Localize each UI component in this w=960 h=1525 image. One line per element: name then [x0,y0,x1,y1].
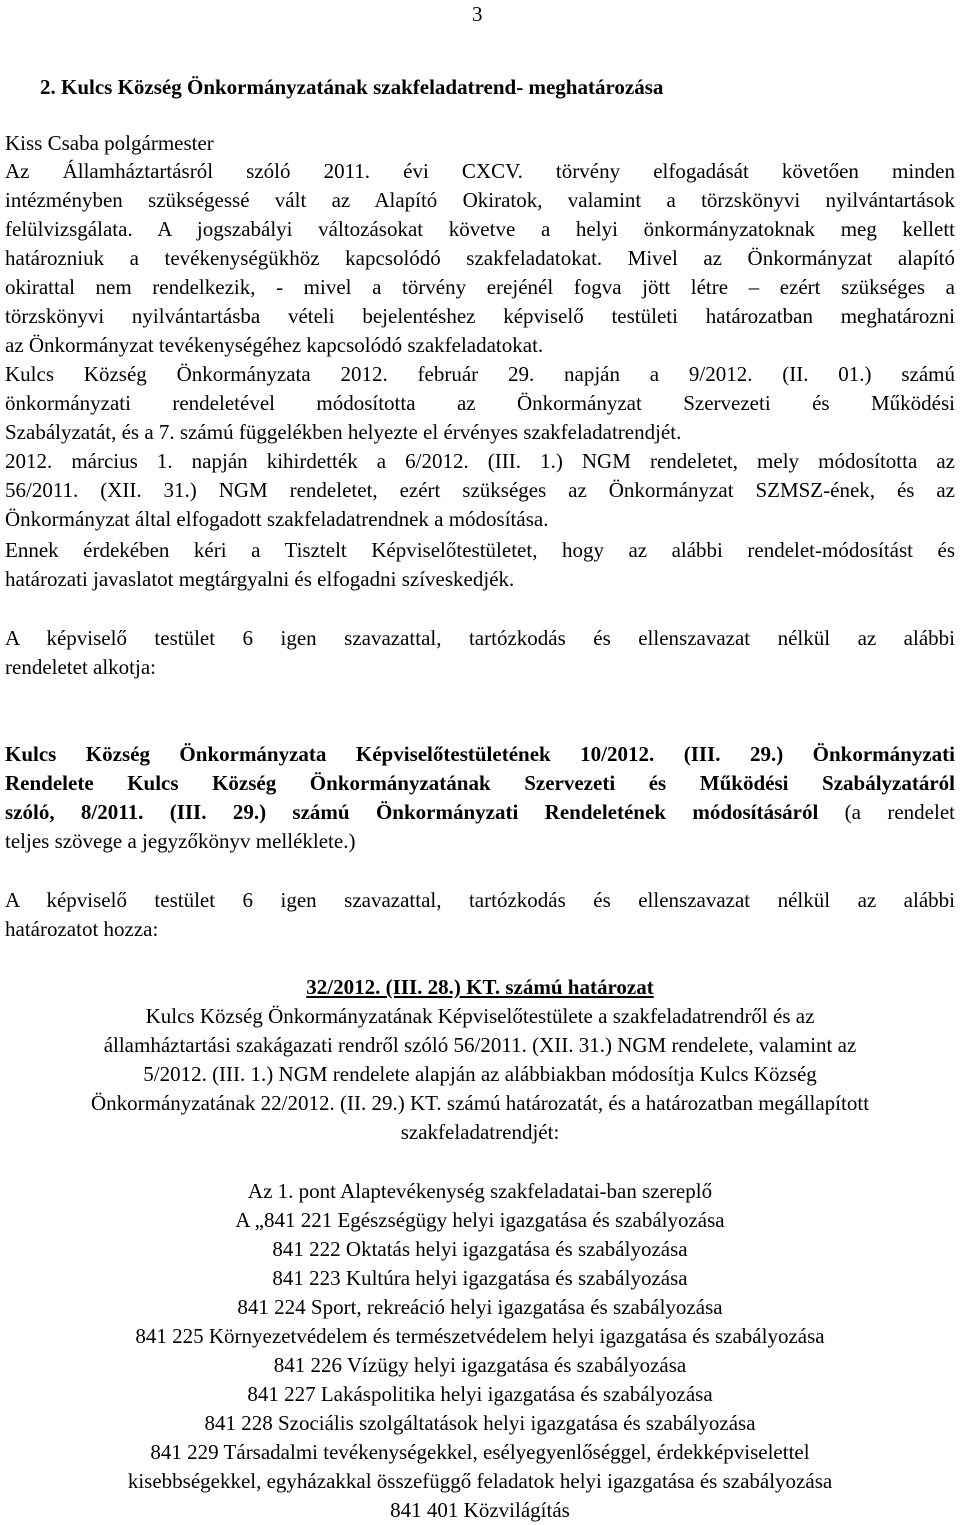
list-item: 841 222 Oktatás helyi igazgatása és szabályozása [272,1237,688,1261]
text-line: felülvizsgálata. A jogszabályi változásokat követve a helyi önkormányzatoknak meg kellett [5,217,955,241]
text-line: határozatot hozza: [5,917,159,941]
decree-note: (a rendelet [818,800,955,824]
text-line: intézményben szükségessé vált az Alapító Okiratok, valamint a törzskönyvi nyilvántartások [5,188,955,212]
list-item: 841 401 Közvilágítás [390,1498,570,1522]
text-line: okirattal nem rendelkezik, - mivel a törvény erejénél fogva jött létre – ezért szükséges a [5,275,955,299]
text-line: rendeletet alkotja: [5,655,157,679]
text-line: 56/2011. (XII. 31.) NGM rendeletet, ezért szükséges az Önkormányzat SZMSZ-ének, és az [5,478,955,502]
vote-statement-2 [5,886,955,944]
list-intro: Az 1. pont Alaptevékenység szakfeladatai-ban szereplő [247,1179,713,1203]
text-line: az Önkormányzat tevékenységéhez kapcsolódó szakfeladatokat. [5,333,544,357]
paragraph-2 [5,360,955,447]
resolution-title: 32/2012. (III. 28.) KT. számú határozat [306,975,654,999]
resolution-line: Önkormányzatának 22/2012. (II. 29.) KT. számú határozatát, és a határozatban megállapított [90,1091,870,1115]
paragraph-3 [5,447,955,534]
list-item: 841 228 Szociális szolgáltatások helyi igazgatása és szabályozása [204,1411,756,1435]
resolution-block [5,973,955,1147]
list-item: 841 226 Vízügy helyi igazgatása és szabályozása [273,1353,687,1377]
decree-title-line: Rendelete Kulcs Község Önkormányzatának Szervezeti és Működési Szabályzatáról [5,771,955,795]
page-number: 3 [472,2,483,26]
text-line: önkormányzati rendeletével módosította az Önkormányzat Szervezeti és Működési [5,391,955,415]
decree-title-bold: szóló, 8/2011. (III. 29.) számú Önkormányzati Rendeletének módosításáról [5,800,819,824]
decree-block [5,740,955,856]
list-item: 841 227 Lakáspolitika helyi igazgatása és szabályozása [247,1382,713,1406]
text-line: határozniuk a tevékenységükhöz kapcsolódó szakfeladatokat. Mivel az Önkormányzat alapító [5,246,955,270]
text-line: A képviselő testület 6 igen szavazattal, tartózkodás és ellenszavazat nélkül az alábbi [5,888,955,912]
list-item: A „841 221 Egészségügy helyi igazgatása és szabályozása [235,1208,725,1232]
resolution-line: Kulcs Község Önkormányzatának Képviselőtestülete a szakfeladatrendről és az [145,1004,815,1028]
list-item: kisebbségekkel, egyházakkal összefüggő feladatok helyi igazgatása és szabályozása [127,1469,833,1493]
text-line: Önkormányzat által elfogadott szakfeladatrendnek a módosítása. [5,507,549,531]
text-line: 2012. március 1. napján kihirdették a 6/2012. (III. 1.) NGM rendeletet, mely módosította az [5,449,955,473]
resolution-line: államháztartási szakágazati rendről szóló 56/2011. (XII. 31.) NGM rendelete, valamint az [103,1033,857,1057]
text-line: törzskönyvi nyilvántartásba vételi bejelentéshez képviselő testületi határozatban meghatározni [5,304,955,328]
paragraph-1 [5,157,955,360]
text-line: határozati javaslatot megtárgyalni és elfogadni szíveskedjék. [5,567,515,591]
speaker-name: Kiss Csaba polgármester [5,131,214,155]
speaker-block [5,129,955,158]
decree-title-line [5,798,955,827]
resolution-line: szakfeladatrendjét: [400,1120,560,1144]
list-item: 841 223 Kultúra helyi igazgatása és szabályozása [272,1266,688,1290]
list-item: 841 225 Környezetvédelem és természetvédelem helyi igazgatása és szabályozása [135,1324,825,1348]
text-line: Szabályzatát, és a 7. számú függelékben helyezte el érvényes szakfeladatrendjét. [5,420,682,444]
text-line: A képviselő testület 6 igen szavazattal, tartózkodás és ellenszavazat nélkül az alábbi [5,626,955,650]
activity-list [5,1177,955,1525]
text-line: Ennek érdekében kéri a Tisztelt Képviselőtestületet, hogy az alábbi rendelet-módosítást és [5,538,955,562]
vote-statement-1 [5,624,955,682]
resolution-line: 5/2012. (III. 1.) NGM rendelete alapján az alábbiakban módosítja Kulcs Község [143,1062,817,1086]
text-line: Az Államháztartásról szóló 2011. évi CXCV. törvény elfogadását követően minden [5,159,955,183]
section-heading: 2. Kulcs Község Önkormányzatának szakfeladatrend- meghatározása [40,75,664,99]
list-item: 841 229 Társadalmi tevékenységekkel, esélyegyenlőséggel, érdekképviselettel [150,1440,810,1464]
decree-title-line: Kulcs Község Önkormányzata Képviselőtestületének 10/2012. (III. 29.) Önkormányzati [5,742,955,766]
text-line: Kulcs Község Önkormányzata 2012. február 29. napján a 9/2012. (II. 01.) számú [5,362,955,386]
decree-note-line: teljes szövege a jegyzőkönyv melléklete.) [5,829,356,853]
list-item: 841 224 Sport, rekreáció helyi igazgatása és szabályozása [237,1295,723,1319]
paragraph-4 [5,536,955,594]
